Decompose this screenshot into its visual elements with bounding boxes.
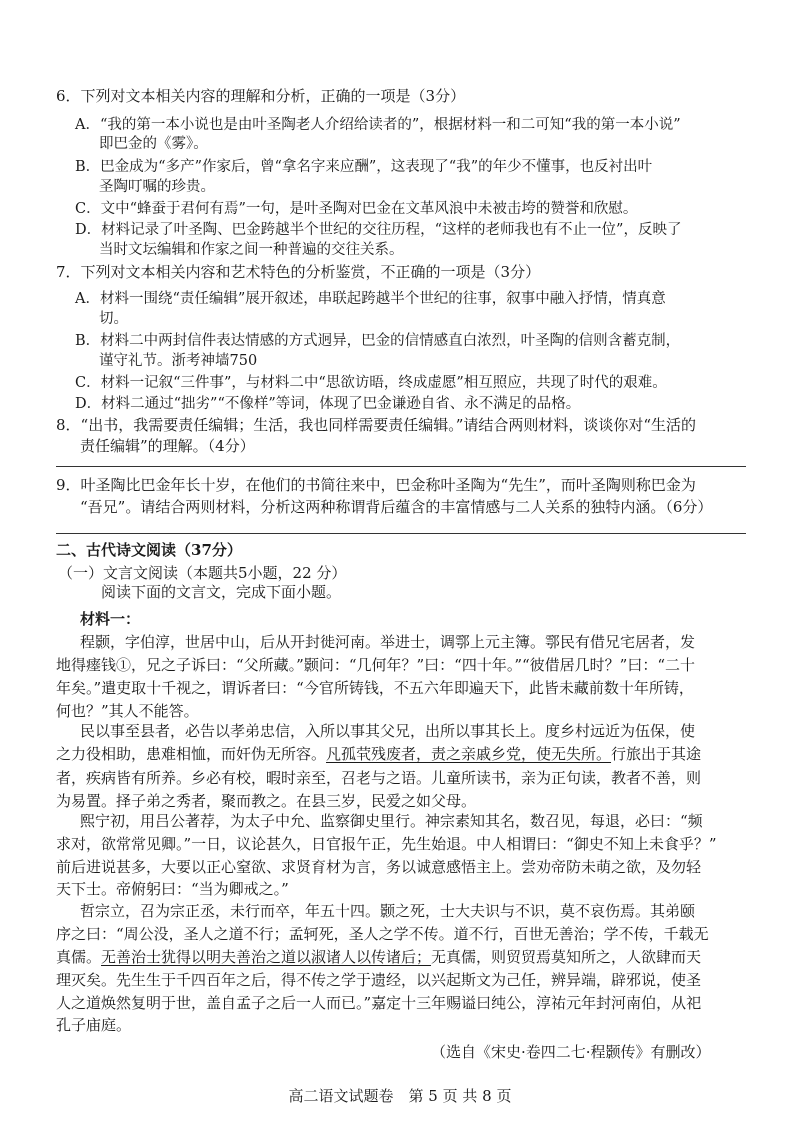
q8-text: 8．“出书，我需要责任编辑；生活，我也同样需要责任编辑。”请结合两则材料，谈谈你对“生活的 [56,416,697,434]
q7-option-b: B．材料二中两封信件表达情感的方式迥异，巴金的信情感直白浓烈，叶圣陶的信则含蓄克制， [75,333,681,349]
source-citation: （选自《宋史·卷四二七·程颢传》有删改） [431,1043,711,1061]
instruction: 阅读下面的文言文，完成下面小题。 [101,583,342,601]
q7-option-b-text: 谨守礼节。 [99,353,172,369]
watermark-mark: 浙考神墙750 [171,353,258,369]
q6-option-d: D．材料记录了叶圣陶、巴金跨越半个世纪的交往历程，“这样的老师我也有不止一位”，反映了 [75,222,682,238]
passage-line: 年矣。”遣吏取十千视之，谓诉者曰：“今官所铸钱，不五六年即遍天下，此皆未藏前数十年所铸， [56,679,694,697]
passage-line: 哲宗立，召为宗正丞，未行而卒，年五十四。颢之死，士大夫识与不识，莫不哀伤焉。其弟颐 [80,902,696,920]
q7-option-b-cont [99,351,257,371]
q6-option-a: A．“我的第一本小说也是由叶圣陶老人介绍给读者的”，根据材料一和二可知“我的第一本小说” [75,117,681,133]
passage-line: 者，疾病皆有所养。乡必有校，暇时亲至，召老与之语。儿童所读书，亲为正句读，教者不善，则 [56,769,702,787]
passage-line: 求对，欲常常见卿。”一日，议论甚久，日官报午正，先生始退。中人相谓曰：“御史不知上未食乎？” [56,835,717,853]
passage-text: 之力役相助，患难相恤，而奸伪无所容。 [56,745,327,763]
q9-text: 9．叶圣陶比巴金年长十岁，在他们的书简往来中，巴金称叶圣陶为“先生”，而叶圣陶则称巴金为 [56,476,696,494]
passage-text: 无真儒，则贸贸焉莫知所之，人欲肆而天 [431,948,702,966]
underlined-sentence: 凡孤茕残废者，责之亲戚乡党，使无失所。 [326,745,612,763]
passage-line: 前后进说甚多，大要以正心窒欲、求贤育材为言，务以诚意感悟主上。尝劝帝防未萌之欲，及勿轻 [56,858,702,876]
material-label: 材料一： [80,610,141,628]
section-title: 二、古代诗文阅读（37分） [56,541,242,559]
q6-option-b-cont: 圣陶叮嘱的珍贵。 [99,179,215,195]
underlined-sentence: 无善治士犹得以明夫善治之道以淑诸人以传诸后； [101,948,432,966]
passage-line: 民以事至县者，必告以孝弟忠信，入所以事其父兄，出所以事其长上。度乡村远近为伍保，使 [80,722,696,740]
passage-line: 何也？”其人不能答。 [56,702,199,720]
q6-option-c: C．文中“蜂蚕于君何有焉”一句，是叶圣陶对巴金在文革风浪中未被击垮的赞誉和欣慰。 [75,201,638,217]
answer-line [56,533,746,534]
q9-text-cont: “吾兄”。请结合两则材料，分析这两种称谓背后蕴含的丰富情感与二人关系的独特内涵。（6分） [80,498,713,516]
q7-option-c: C．材料一记叙“三件事”，与材料二中“思欲访晤，终成虚愿”相互照应，共现了时代的艰难。 [75,375,667,391]
page-footer: 高二语文试题卷 第 5 页 共 8 页 [288,1087,512,1105]
passage-line: 理灭矣。先生生于千四百年之后，得不传之学于遗经，以兴起斯文为己任，辨异端，辟邪说，使圣 [56,971,702,989]
passage-text: 行旅出于其途 [611,745,702,763]
passage-line: 序之曰：“周公没，圣人之道不行；孟轲死，圣人之学不传。道不行，百世无善治；学不传，千载无 [56,925,709,943]
q6-option-a-cont: 即巴金的《雾》。 [99,136,208,152]
q7-option-d: D．材料二通过“拙劣”“不像样”等词，体现了巴金谦逊自省、永不满足的品格。 [75,396,581,412]
passage-text: 真儒。 [56,948,102,966]
q7-option-a-cont: 切。 [99,311,128,327]
answer-line [56,466,746,467]
passage-line [56,947,701,967]
q6-option-d-cont: 当时文坛编辑和作家之间一种普遍的交往关系。 [99,242,404,258]
passage-line [56,744,701,764]
passage-line: 熙宁初，用吕公著荐，为太子中允、监察御史里行。神宗素知其名，数召见，每退，必曰：“频 [80,812,703,830]
q6-stem: 6．下列对文本相关内容的理解和分析，正确的一项是（3分） [56,87,466,105]
subsection-title: （一）文言文阅读（本题共5小题，22 分） [58,564,347,582]
passage-line: 地得瘗钱①，兄之子诉曰：“父所藏。”颢问：“几何年？”曰：“四十年。”“彼借居几时？”曰：“二十 [56,656,696,674]
passage-line: 为易置。择子弟之秀者，聚而教之。在县三岁，民爱之如父母。 [56,792,477,810]
passage-line: 孔子庙庭。 [56,1016,132,1034]
q7-stem: 7．下列对文本相关内容和艺术特色的分析鉴赏，不正确的一项是（3分） [56,263,541,281]
passage-line: 程颢，字伯淳，世居中山，后从开封徙河南。举进士，调鄠上元主簿。鄠民有借兄宅居者，发 [80,633,696,651]
passage-line: 人之道焕然复明于世，盖自孟子之后一人而已。”嘉定十三年赐谥曰纯公，淳祐元年封河南伯，从祀 [56,994,702,1012]
passage-line: 天下士。帝俯躬曰：“当为卿戒之。” [56,880,289,898]
q6-option-b: B．巴金成为“多产”作家后，曾“拿名字来应酬”，这表现了“我”的年少不懂事，也反衬出叶 [75,159,653,175]
q7-option-a: A．材料一围绕“责任编辑”展开叙述，串联起跨越半个世纪的往事，叙事中融入抒情，情真意 [75,291,666,307]
q8-text-cont: 责任编辑”的理解。（4分） [80,437,255,455]
